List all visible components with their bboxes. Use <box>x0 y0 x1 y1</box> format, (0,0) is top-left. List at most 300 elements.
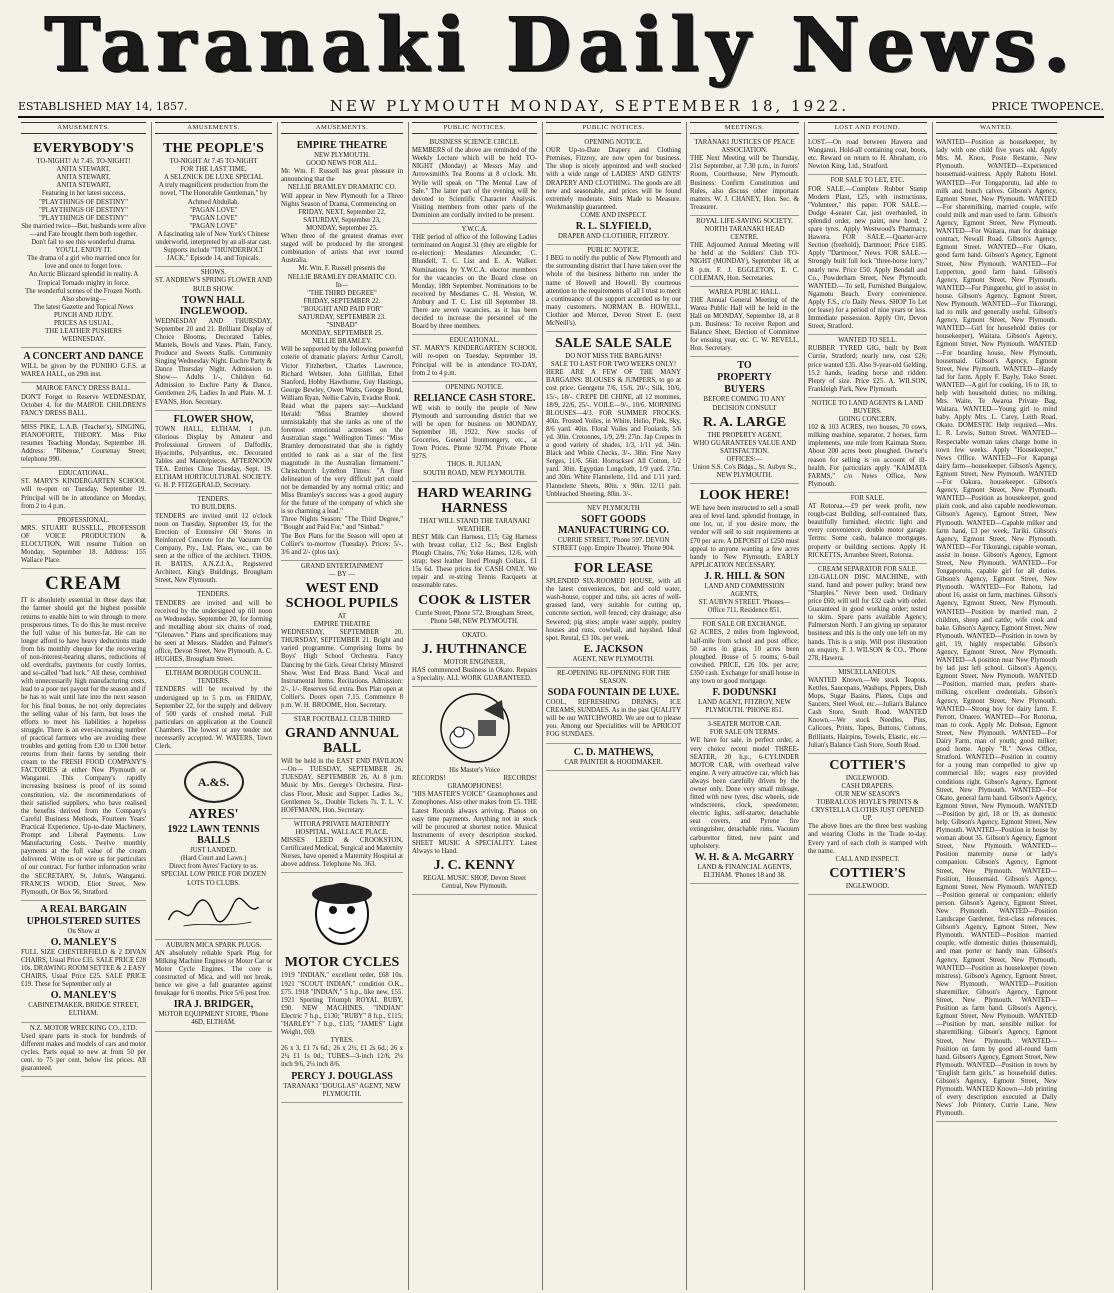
ad-line: REGAL MUSIC SHOP, Devon Street Central, New Plymouth. <box>422 875 527 891</box>
ad-subtitle: NEV PLYMOUTH <box>587 504 640 512</box>
ad-subtitle: INGLEWOOD. <box>845 882 890 890</box>
signature-graphic <box>161 892 266 932</box>
ad-line: A fascinating tale of New York's Chinese underworld, interpreted by an all-star cast. <box>155 230 272 247</box>
section-heading: OPENING NOTICE. <box>584 139 643 147</box>
masthead <box>18 2 1104 88</box>
ad-everybodys <box>21 137 146 348</box>
ad-body: WE have for sale, in perfect order, a very choice recent model THREE-SEATER, 20 h.p., 6-CYLINDER MOTOR CAR, with overhead valve engine. A very attractive car, which has always been carefully driven by the owner only. Done very small mileage, fitted with new tyres, disc wheels, side windscreens, clock, speedometer, electric lights, self-starter, detachable seat covers, and Pyrene fire extinguisher, detachable rims, Vacuum carburettor fitted, new paint and upholstery. <box>690 737 799 850</box>
records-row <box>412 775 537 783</box>
ad-line: The latest Gazette and Topical News <box>33 303 134 311</box>
ad-line: SATURDAY, SEPTEMBER 23. <box>298 313 386 321</box>
ad-body: BEST Milk Cart Harness, £15; Gig Harness with breast collar, £12 5s.; Best English Plough Chains, 7/6; Yoke Hames, 12/6, with strap; best leather lined Plough Collars, £1 15s 6d. These prices for CASH ONLY. We repair and re-string Tennis Racquets at reasonable rates. <box>412 533 537 590</box>
ad-line: CURRIE STREET, 'Phone 597. DEVON STREET (opp. Empire Theatre). 'Phone 904. <box>552 536 675 552</box>
ad-title: GRAND ANNUAL BALL <box>285 726 399 757</box>
ad-line: "THE THIRD DEGREE" <box>307 289 377 297</box>
ad-title: EMPIRE THEATRE <box>296 140 388 152</box>
ad-title: J. HUTHNANCE <box>421 641 527 657</box>
section-heading: WANTED TO SELL. <box>838 337 897 345</box>
ad-subtitle: RE-OPENING RE-OPENING FOR THE SEASON. <box>557 669 670 685</box>
issue-date: NEW PLYMOUTH MONDAY, SEPTEMBER 18, 1922. <box>329 97 849 115</box>
ad-line: "PLAYTHINGS OF DESTINY" <box>39 206 128 214</box>
ad-tenders-2 <box>155 589 272 668</box>
ad-title: J. R. HILL & SON <box>704 570 785 582</box>
column-8 <box>932 122 1060 1290</box>
ad-title: C. D. MATHEWS, <box>573 746 654 758</box>
column-heading: AMUSEMENTS. <box>155 122 272 134</box>
ad-title: SALE SALE SALE <box>555 336 672 352</box>
ad-maori-ball <box>21 383 146 421</box>
ad-subtitle: UPHOLSTERED SUITES <box>26 915 141 927</box>
ad-line: TO-NIGHT At 7.45 TO-NIGHT <box>169 158 258 166</box>
ad-witora <box>281 819 403 874</box>
ad-soft-goods <box>546 503 681 557</box>
ad-harness <box>412 482 537 630</box>
ad-body: ST. MARY'S KINDERGARTEN SCHOOL will re-open on Tuesday, September 19. Principal will be in attendance TO-DAY, from 2 to 4 p.m. <box>412 345 537 377</box>
ad-line: A truly magnificent production from the novel, "The Honorable Gentleman," by Achmed Abdullah. <box>158 182 269 206</box>
section-heading: MISCELLANEOUS. <box>838 668 897 676</box>
ad-line: On Show at <box>67 927 100 935</box>
ad-line: — BY — <box>328 570 356 578</box>
ad-line: ANITA STEWART, <box>56 182 111 190</box>
illustration-graphic <box>299 876 385 952</box>
ad-line: Also showing— <box>61 295 106 303</box>
ad-subtitle: DO NOT MISS THE BARGAINS! <box>565 353 662 361</box>
column-heading: MEETINGS. <box>690 122 799 134</box>
ad-title: BUYERS <box>724 384 765 396</box>
ad-body: 102 & 103 ACRES, two houses, 70 cows, milking machine, separator, 2 horses, farm implements, one mile from Kaimata Store. About 200 acres been ploughed. Owner's reason for selling is on account of ill-health. For particulars apply "KAIMATA FARMS," c/o News Office, New Plymouth. <box>808 424 927 488</box>
ad-title: NOTICE TO LAND AGENTS & LAND BUYERS. <box>811 399 924 415</box>
ad-body: MRS. STUART RUSSELL, PROFESSOR OF VOICE PRODUCTION & ELOCUTION, Will resume Tuition on Monday, September 18. Address: 155 Wallace Place. <box>21 524 146 565</box>
ad-warea-hall <box>690 287 799 358</box>
ad-title: ELTHAM BOROUGH COUNCIL. <box>165 670 262 678</box>
ad-body: FULL SIZE CHESTERFIELD & 2 DIVAN CHAIRS, Usual Price £35. SALE PRICE £28 10s. DRAWING ROOM SETTEE & 2 EASY CHAIRS, Usual Price £25. SALE PRICE £19. These for September only at <box>21 948 147 989</box>
column-5 <box>542 122 684 1290</box>
ad-title: E. JACKSON <box>583 643 644 655</box>
column-heading: AMUSEMENTS. <box>21 122 146 134</box>
section-heading: TENDERS. <box>197 496 230 504</box>
ad-body: Used spare parts in stock for hundreds of different makes and models of cars and motor cycles. Parts equal to new at from 50 per cent. to 75 per cent. below list prices. All guaranteed. <box>21 1032 146 1072</box>
ad-line: Union S.S. Co's Bldgs., St. Aubyn St., NEW PLYMOUTH. <box>692 464 797 480</box>
face-illustration-icon <box>281 875 403 953</box>
ad-title: COTTIER'S <box>829 865 906 881</box>
ad-line: The wonderful scenes of the Frozen North. <box>25 287 142 295</box>
ad-line: WHO GUARANTEES VALUE AND SATISFACTION. <box>692 439 797 455</box>
ad-subtitle: TO BUILDERS. <box>190 504 237 512</box>
ad-concert <box>21 348 146 383</box>
ad-huthnance <box>412 630 537 687</box>
ad-title: IRA J. BRIDGER, <box>173 999 254 1011</box>
section-heading: FOR SALE. <box>850 494 885 502</box>
ad-line: TOBRALCOS HOYLE'S PRINTS & CRYSTELLA CLOTHS JUST OPENED UP. <box>811 799 924 823</box>
ad-body: WE wish to notify the people of New Plymouth and surrounding district that we will be open for business on MONDAY, September 18, 1922. New stocks of Groceries, General Ironmongery, etc., at Town Prices. Phone 927M. Private Phone 927S. <box>412 404 537 461</box>
ad-justices <box>690 137 799 216</box>
ad-look-here <box>690 484 799 619</box>
ad-subtitle: THOS. R. JULIAN, <box>447 461 502 469</box>
ad-title: COOK & LISTER <box>418 592 531 608</box>
ad-body: WEDNESDAY AND THURSDAY, September 20 and 21. Brilliant Display of Choice Blooms, Decorated Tables, Mantels, Bowls and Vases. Plain, Fancy, Produce and Sweets Stalls. Community Singing Wednesday Night. Euchre Party & Dance Thursday Night. Admission to Show— Adults 1/-, Children 6d. Admission to Euchre Party & Dance, Gentlemen 2/6, Ladies In and Plate. M. J. EVANS, Hon. Secretary. <box>155 317 272 406</box>
section-heading: PUBLIC NOTICE. <box>587 247 640 255</box>
ad-line: NEW PLYMOUTH. <box>314 152 370 160</box>
ad-mathews <box>546 744 681 771</box>
ad-educational <box>412 335 537 381</box>
ad-line: FRIDAY, NEXT, September 22, <box>298 208 386 216</box>
column-2 <box>151 122 275 1290</box>
ad-title: WITORA PRIVATE MATERNITY HOSPITAL, WALLACE PLACE. <box>293 820 391 836</box>
ad-body: The above lines are the three best washing and wearing Cloths in the Trade to-day. Every yard of each cloth is stamped with the name. <box>808 823 927 855</box>
ad-manley <box>21 901 146 1023</box>
ad-line: Supports include "THUNDERBOLT JACK," Episode 14, and Topicals. <box>163 247 264 263</box>
ad-line: NELLIE BRAMLEY. <box>312 338 372 346</box>
ad-line: SATURDAY, September 23, <box>303 216 381 224</box>
ad-title: O. MANLEY'S <box>50 990 117 1002</box>
records-label: RECORDS! <box>412 775 446 783</box>
ad-line: ST. AUBYN STREET. 'Phones—Office 711, Residence 851. <box>698 599 791 615</box>
ad-line: "SINBAD" <box>326 322 358 330</box>
ad-title: BUSINESS SCIENCE CIRCLE. <box>429 139 520 147</box>
ad-wanted-list <box>936 137 1057 1122</box>
ad-title: PERCY J. DOUGLASS <box>291 1070 393 1082</box>
ad-line: OFFICES:— <box>726 455 763 463</box>
ad-body: IT is absolutely essential in these days that the farmer should get the highest possible returns to enable him to win through to more prosperous times. To do this he must receive the full value of his butter-fat. He can no longer afford to have heavy deductions made from his monthly cheque for the recovering of non-interest-bearing shares, reductions of old overdrafts, payments for costly lorries, and so-called "bad luck." All these, combined with unnecessarily high manufacturing costs, lead to a poor net payout for the season and if he has to wait until late into the next season for his final bonus, he not only depreciates the selling value of his farm, but loses the efforts to meet his liabilities a hopeless struggle. There is an ever-increasing number of practical farmers who are avoiding these troubles and getting from £30 to £300 better returns from their farms by sending their cream to the FRESH FOOD COMPANY'S FACTORIES at either New Plymouth or Wanganui. This Company's rapidly increasing business is proof of its sound constitution, viz. the recommendations of their satisfied suppliers, who have realised the benefits derived from the Company's Careful Business Methods, Fourteen Years' Practical Experience, Up-to-date Machinery, Prompt and Liberal Payments. Low Manufacturing Costs. Twelve monthly payments at the full value of the cream delivered. Write us or wire us for particulars of our contract. For further information write the SECRETARY, St. John's, Wanganui. FRANCIS WOOD, Eliot Street, New Plymouth, Or Box 56, Stratford. <box>21 597 146 896</box>
ad-body: WEDNESDAY, SEPTEMBER 20, THURSDAY, SEPTEMBER 21. Bright and varied programme. Comprising Items by Boys' High School Orchestra. Fancy Dancing by the Girls. Great Christy Minstrel Show. West End Brass Band. Vocal and Instrumental Items. Recitations. Admission: 2/-, 1/-. Reserves 6d. extra. Box Plan open at Collier's. Doors open 7.15. Commence 8 p.m. W. H. BROOME, Hon. Secretary. <box>281 629 403 709</box>
ad-title: MOTOR CYCLES <box>284 955 400 971</box>
ad-lost <box>808 137 927 175</box>
ad-body: MEMBERS of the above are reminded of the Weekly Lecture which will be held TO-NIGHT (Monday) at Messrs May and Arrowsmith's Tea Rooms at 8 o'clock. Mr. Wylie will speak on "The Mental Law of Sale." The latter part of the evening will be devoted to Scientific Character Analysis. Visiting members from other parts of the Dominion are cordially invited to be present. <box>412 147 537 219</box>
ad-line: She married twice—But, husbands were alive—and Fate brought them both together. <box>21 222 146 238</box>
ad-subtitle: STAR FOOTBALL CLUB THIRD <box>294 716 390 724</box>
ad-line: Mr. Wm. F. Russell presents the <box>298 265 386 273</box>
ad-line: THE LEATHER PUSHERS <box>45 328 122 336</box>
ad-line: CAR PAINTER & HOODMAKER. <box>564 758 663 766</box>
ad-line: When three of the greatest dramas ever staged will be produced by the strongest combination of artists that ever toured Australia. <box>281 233 403 265</box>
ad-line: DRAPER AND CLOTHIER, FITZROY. <box>557 233 670 241</box>
ad-subtitle: THAT WILL STAND THE TARANAKI WEATHER. <box>419 517 530 533</box>
established-text: ESTABLISHED MAY 14, 1857. <box>18 99 188 113</box>
ad-title: MAIROE FANCY DRESS BALL. <box>36 385 131 393</box>
ad-line: MOTOR EQUIPMENT STORE, 'Phone 46D, ELTHAM. <box>158 1011 269 1027</box>
ad-body: "HIS MASTER'S VOICE" Gramophones and Zonophones. Also other makes from £5. THE Latest Records always arriving. Pianos on easy time payments. Anything not in stock will be procured at shortest notice. Musical Instruments of every description stocked. SHEET MUSIC A SPECIALITY. Latest Always to Hand. <box>412 791 537 855</box>
ad-football-ball <box>281 714 403 819</box>
ad-line: ANITA STEWART, <box>56 174 111 182</box>
ad-line: MONDAY, SEPTEMBER 25. <box>301 330 383 338</box>
ad-line: WEDNESDAY. <box>61 336 106 344</box>
section-heading: FOR SALE TO LET, ETC. <box>830 177 905 185</box>
ad-line: Will be supported by the following powerful coterie of dramatic players: Arthur Carroll, Victor Fitzherbert, Charles Lawrence, Richard Webster, John Gilfillan, Ethel Stanford, Hobby Hawthorne, Guy Hastings, George Bewley, Owen Watts, George Bond, William Ryan, Nellie Calvin, Evadne Rook. <box>281 346 403 402</box>
ad-howell <box>546 245 681 332</box>
ad-body: TENDERS are invited until 12 o'clock noon on Tuesday, September 19, for the Erection of Extensive Oil Stores in Reinforced Concrete for the Vacuum Oil Company, Pty., Ltd. Plans, etc., can be seen at the office of the architect. THOS. H. BATES, A.N.Z.I.A., Registered Architect, King's Buildings, Brougham Street, New Plymouth. <box>155 512 272 585</box>
column-heading: PUBLIC NOTICES. <box>412 122 537 134</box>
ad-title: A CONCERT AND DANCE <box>23 351 144 363</box>
ad-body: 1919 "INDIAN," excellent order, £68 10s. 1921 "SCOUT INDIAN," condition O.K., £75. 1918 "INDIAN," 5 h.p., like new, £55. 1921 Sporting Triumph ROYAL RUBY, £90. NEW MACHINES. "INDIAN" Electric 7 h.p., £130; "RUBY" 8 h.p., £115; "HARLEY" 7 h.p., £135; "JAMES" Light Weight, £69. <box>281 972 403 1037</box>
ad-line: (Hard Court and Lawn.) <box>180 855 247 863</box>
ad-rotorua <box>808 493 927 564</box>
column-3 <box>277 122 406 1290</box>
ad-title: SOFT GOODS MANUFACTURING CO. <box>558 513 669 536</box>
ad-body: AN absolutely reliable Spark Plug for Milking Machine Engines or Motor Car or Motor Cycle Engines. The core is constructed of Mica, and will not break, hence we give a full guarantee against breakage for 6 months. Price 5/6 post free. <box>155 949 272 998</box>
ad-title: LOOK HERE! <box>699 488 790 504</box>
ad-title: TOWN HALL INGLEWOOD. <box>179 294 248 317</box>
ad-title: HARD WEARING HARNESS <box>417 485 532 516</box>
ad-line: CABINETMAKER, BRIDGE STREET, ELTHAM. <box>28 1002 139 1018</box>
ad-line: Don't fail to see this wonderful drama. <box>31 239 136 247</box>
ad-title: AUBURN MICA SPARK PLUGS. <box>165 941 262 949</box>
ad-body: WANTED Known.—We stock Teapots, Kettles, Saucepans, Washups, Pippers, Dish Mops, Sugar Basins, Plates, Cups and Saucers, Steel Wool, etc.—Julian's Balance Cash Store, South Road. WANTED Known.—We stock Needles, Pins, Calicoes, Prints, Tapes, Buttons, Cottons, Brilliants, Hairpins, Towels, Elastic, etc.—Julian's Balance Cash Store, South Road. <box>808 676 928 749</box>
ad-title: SODA FOUNTAIN DE LUXE. <box>547 687 680 699</box>
ad-body: WILL be given by the PUNIHO G.F.S. at WAREA HALL, on 29th inst. <box>21 363 146 379</box>
ad-title: FLOWER SHOW, <box>173 413 254 425</box>
ad-body: MISSES LEED & CROOKSTON, Certificated Medical, Surgical and Maternity Nurses, have opened a Maternity Hospital at above address. Telephone No. 363. <box>281 837 403 869</box>
ad-line: LAND & FINANCIAL AGENTS, ELTHAM. 'Phones 18 and 38. <box>697 863 792 879</box>
ad-subtitle: 1922 LAWN TENNIS BALLS <box>167 824 260 847</box>
ad-line: YOU'LL ENJOY IT. <box>55 247 112 255</box>
ad-subtitle: TENDERS. <box>197 678 230 686</box>
ad-body: FOR SALE.—Complete Rubber Stamp Modern Plant, £25, with instructions, "Volunteer," this paper. FOR SALE.—Dodge 4-seater Car, just overhauled, in splendid order, new paint, new hood, 2 spare tyres. Apply Westwood's Pharmacy, Hawera. FOR SALE.—Quarter-acre Section (freehold), Dartmoor; Price £185. Apply "Dartmoor," News. FOR SALE.—Strongly built full lock "three-horse lorry," nearly new. Price £50. Apply Bendall and Co., Powderham Street, New Plymouth. WANTED.—To sell, Furnished Bungalow, Ngamotu Beach. Every convenience. Apply F.S., c/o Daily News. SHOP To Let (or lease) for a period of nine years or less. Immediate possession. Apply Orr, Devon Street, Stratford. <box>808 185 927 331</box>
ad-science-circle <box>412 137 537 224</box>
ad-line: Currie Street, Phone 572. Brougham Street, Phone 548, NEW PLYMOUTH. <box>415 609 534 625</box>
ad-subtitle: NORTH TARANAKI HEAD CENTRE. <box>704 226 785 242</box>
ad-title: CREAM <box>45 573 122 595</box>
ad-title: AYRES' <box>188 807 239 823</box>
ad-line: AGENT, NEW PLYMOUTH. <box>572 655 655 663</box>
ad-body: 62 ACRES, 2 miles from Inglewood, half-mile from school and post office; 50 acres in grass, 10 acres been ploughed. House of 5 rooms, 6-bail cowshed. PRICE, £26 10s. per acre; £350 cash. Exchange for small house in any town or good mortgage. <box>690 629 799 685</box>
ad-line: "PAGAN LOVE" <box>189 206 238 214</box>
ad-subtitle: FOR SALE ON TERMS. <box>709 729 780 737</box>
ad-for-lease <box>546 557 681 668</box>
ad-title: O. MANLEY'S <box>50 936 117 948</box>
records-label: RECORDS! <box>503 775 537 783</box>
ad-motorcycles <box>281 873 403 1102</box>
ad-soda-fountain <box>546 668 681 744</box>
ad-line: CALL AND INSPECT. <box>835 855 900 863</box>
ad-title: F. DODUNSKI <box>712 687 777 699</box>
columns <box>18 122 1104 1290</box>
ad-subtitle: THE PROPERTY AGENT, <box>707 431 782 439</box>
ad-west-end <box>281 561 403 714</box>
ad-eltham-council <box>155 668 272 755</box>
ad-land-agents <box>808 398 927 493</box>
ad-line: AT <box>337 612 347 620</box>
ad-line: ANITA STEWART, <box>56 166 111 174</box>
ad-body: LOST.—On road between Hawera and Wanganui, Hold-all containing coat, boots, etc. Reward on return to H. Abraham, c/o Newton King, Ltd., Stratford. <box>808 139 927 171</box>
ad-line: Mr. Wm. F. Russell has great pleasure in announcing that the <box>281 168 403 184</box>
section-heading: OPENING NOTICE. <box>445 383 504 391</box>
ad-body: WANTED—Position as housekeeper, by lady with one child five years old. Apply Mrs. M. Knox, Poste Restante, New Plymouth. WANTED—Experienced housemaid-waitress. Apply Rahotu Hotel. WANTED—For Tongaporutu, lad able to milk and bunch calves. Gibson's Agency, Egmont Street, New Plymouth. WANTED—For sharemilking, married couple, wife could milk and man used to farm. Gibson's Agency, Egmont Street, New Plymouth. WANTED—For Waitara, man for drainage contract, Newall Road. Gibson's Agency, Egmont Street. WANTED—For Okato, good farm hand. Gibson's Agency, Egmont Street, New Plymouth. WANTED—For Lepperton, good farm hand. Gibson's Agency, Egmont Street, New Plymouth. WANTED—For Pungarehu, girl to assist in house. Gibson's Agency, Egmont Street, New Plymouth. WANTED—For Tikorangi, lad to milk and generally useful. Gibson's Agency, Egmont Street, New Plymouth. WANTED—Girl for household duties (or housekeeper), Waitara. Gibson's Agency, Egmont Street, New Plymouth. WANTED—For boarding house, New Plymouth, housemaid. Gibson's Agency, Egmont Street, New Plymouth. WANTED—Handy lad for farm. Apply F. Bayly, Toko Street. WANTED—A girl for cooking, 16 to 18, to help with household duties; no milking. Mrs. Waite, Te Awaroa Private Bag, Waitara. WANTED—Young girl to mind baby. Apply Mrs. L. Carey, Leith Road, Okato. DOMESTIC Help required.—Mrs. L. R. Lewis, Sutton Street. WANTED—Respectable woman takes charge home in town few weeks. Apply "Housekeeper," News Office. WANTED—For Kapanga dairy farm—housekeeper. Gibson's Agency, Egmont Street, New Plymouth. WANTED—For Oakura, housekeeper. Gibson's Agency, Egmont Street, New Plymouth. WANTED—Position as housekeeper, good plain cook, and also capable needlewoman. Gibson's Agency, Egmont Street, New Plymouth. WANTED—Capable milker and farm hand, £3 per week, Tariki. Gibson's Agency, Egmont Street, New Plymouth. WANTED—For Tikorangi, capable woman, assist in house. Gibson's Agency, Egmont Street, New Plymouth. WANTED—For Tongaporutu, capable girl for all duties. Gibson's Agency, Egmont Street, New Plymouth. WANTED—For Rahotu, lad about 16, assist on farm, machines. Gibson's Agency, Egmont Street, New Plymouth. WANTED—Position by married man, 2 children, sheep and cattle; wife cook and bake. Gibson's Agency, Egmont Street, New Plymouth. WANTED—Position in town by girl, 19, highly respectable. Gibson's Agency, Egmont Street, New Plymouth. WANTED—A position near New Plymouth by lad just left school. Gibson's Agency, Egmont Street, New Plymouth. WANTED—Position, married man, prefers share-milking, excellent credentials. Gibson's Agency, Egmont Street, New Plymouth. WANTED—Strong boy for dairy farm. F. Perrott, Onaero. WANTED—For Rotorua, man to cook. Apply Mr. Dobson, Egmont Street, New Plymouth. WANTED—For Dairy Farm, man of youth; good milker; good home. Apply "R." News Office, Stratford. WANTED—Position in country for a young man compelled to give up commercial life; wages easy provided conditions right. Gibson's Agency, Egmont Street, New Plymouth. WANTED—For Okato, general farm hand. Gibson's Agency, Egmont Street, New Plymouth. WANTED—Position by girl, 18 or 19, as domestic help. Gibson's Agency, Egmont Street, New Plymouth. WANTED—Position in house by woman about 35. Gibson's Agency, Egmont Street, New Plymouth. WANTED—Position maternity nurse or lady's companion. Gibson's Agency, Egmont Street, New Plymouth. WANTED—Position, Housemaid. Gibson's Agency, Egmont Street, New Plymouth. WANTED—Position general or companion; elderly person. Gibson's Agency, Egmont Street, New Plymouth. WANTED—Position Landscape Gardener, first-class references. Gibson's Agency, Egmont Street, New Plymouth. WANTED—Position married couple, wife domestic duties (housemaid), and man porter or handy man. Gibson's Agency, Egmont Street, New Plymouth. WANTED—Position as housekeeper (town mistress). Gibson's Agency, Egmont Street, New Plymouth. WANTED—Position sharemilker. Gibson's Agency, Egmont Street, New Plymouth. WANTED—Position as farm hand. Gibson's Agency, Egmont Street, New Plymouth. WANTED—Position by man, sensible milker for sharemilking. Gibson's Agency, Egmont Street, New Plymouth. WANTED—Position on farm by good all-round farm hand. Gibson's Agency, Egmont Street, New Plymouth. WANTED—Position in town by "English farm girls," as household duties. Gibson's Agency, Egmont Street, New Plymouth. WANTED Known—Job printing of every description executed at Daily News' Job Printery, Currie Lane, New Plymouth. <box>936 139 1057 1118</box>
ad-line: Three Nights Season: "The Third Degree," "Bought and Paid For," and "Sinbad." <box>281 516 403 532</box>
ad-line: FOR THE LAST TIME, <box>180 166 247 174</box>
ad-line: OKATO. <box>462 631 487 639</box>
ad-line: TO-NIGHT! At 7.45. TO-NIGHT! <box>36 158 131 166</box>
ad-subtitle: TENDERS. <box>197 591 230 599</box>
ad-pike <box>21 422 146 468</box>
ad-body: DON'T Forget to Reserve WEDNESDAY, October 4, for the MAIROE CHILDREN'S FANCY DRESS BALL. <box>21 393 146 417</box>
ad-body: THE Annual General Meeting of the Warea Public Hall will be held in the Hall on MONDAY, September 18, at 8 p.m. Business: To receive Report and Balance Sheet, Election of Committee for ensuing year, etc. C. W. REVELL, Hon. Secretary. <box>690 296 799 353</box>
ad-line: PRICES AS USUAL. <box>53 319 114 327</box>
ad-title: W. H. & A. McGARRY <box>694 851 795 863</box>
column-heading: PUBLIC NOTICES. <box>546 122 681 134</box>
ad-line: The Box Plans for the Season will open at Collier's to-morrow (Tuesday). Prices: 5/-, 3/6 and 2/- (plus tax). <box>281 532 403 556</box>
column-heading: WANTED. <box>936 122 1057 134</box>
ad-title: RELIANCE CASH STORE. <box>413 392 536 404</box>
ad-line: Read what the papers say:—Auckland Herald: "Miss Bramley showed unmistakably that she ranks as one of the foremost emotional actresses on the Australian stage." Wellington Times: "Miss Bramley demonstrated that she is rightly entitled to rank as a star of the first magnitude in the Australian firmament." Christchurch Lyttelton Times: "A finer delineation of the very difficult part could not be demanded by any normal critic; and Miss Bramley's success was a good augury for the future of the company of which she is so charming a lead." <box>281 403 403 516</box>
ad-subtitle: GRAND ENTERTAINMENT <box>300 562 384 570</box>
ad-line: SALE TO LAST FOR TWO WEEKS ONLY! <box>550 361 677 369</box>
ad-body: TOWN HALL, ELTHAM, 1 p.m. Glorious Display by Amateur and Professional Growers of Daffodils, Hyacinths, Polyanthus, etc. Decorated Tables and Mantelpieces. AFTERNOON TEA. Entries Close Tuesday, Sept. 19. ELTHAM HORTICULTURAL SOCIETY. G. H. P. FITZGERALD, Secretary. <box>155 425 272 490</box>
ad-subtitle: LAND AND COMMISSION AGENTS, <box>704 582 785 599</box>
gramophone-dog-icon <box>412 689 537 767</box>
ad-title: TARANAKI JUSTICES OF PEACE ASSOCIATION. <box>694 139 795 155</box>
ad-body: TENDERS are invited and will be received by the undersigned up till noon on Wednesday, September 20, for forming and metalling about six chains of road, "Glenaven." Plans and specifications may be seen at Messrs. Sladden and Palmer's office, Devon Street, New Plymouth. A. C. HUGHES, Brougham Street. <box>155 599 272 664</box>
ad-title: FOR SALE OR EXCHANGE. <box>702 621 787 629</box>
ad-title: Y.W.C.A. <box>461 226 488 234</box>
ad-educational <box>21 468 146 514</box>
ad-line: BEFORE COMING TO ANY DECISION CONSULT <box>703 396 786 412</box>
ad-line: FRIDAY, SEPTEMBER 22. <box>303 297 381 305</box>
ad-body: Will be held in the EAST END PAVILION —On— TUESDAY, SEPTEMBER 26, TUESDAY, SEPTEMBER 26, At 8 p.m. Music by Mrs. George's Orchestra. First-class Floor, Music and Supper. Ladies 3s., Gentlemen 5s., Double Tickets 7s. T. L. V. HOFFMANN, Hon. Secretary. <box>281 758 403 814</box>
section-heading: PROFESSIONAL. <box>57 516 110 524</box>
column-heading: LOST AND FOUND. <box>808 122 927 134</box>
ad-body: OUR Up-to-Date Drapery and Clothing Premises, Fitzroy, are now open for business. The shop is nicely appointed and well stocked with a wide range of LADIES' AND GENTS' DRAPERY AND CLOTHING. The goods are all new and seasonable, and prices will be found extremely moderate. Suits Made to Measure. Workmanship guaranteed. <box>546 147 681 211</box>
ad-line: MONDAY, September 25. <box>306 224 378 232</box>
ad-title: A REAL BARGAIN <box>40 903 127 915</box>
section-heading: SHOWS. <box>200 269 227 277</box>
column-heading: AMUSEMENTS. <box>281 122 403 134</box>
ad-line: TARANAKI "DOUGLAS" AGENT, NEW PLYMOUTH. <box>283 1082 401 1098</box>
ad-title: R. A. LARGE <box>702 414 787 430</box>
ad-body: WE have been instructed to sell a small area of level land, splendid frontage, in one lot, or, if you desire more, the vendor will sell to suit requirements at £70 per acre. A DEPOSIT of £250 must appeal to anyone wanting a few acres handy to New Plymouth. EARLY APPLICATION NECESSARY. <box>690 505 799 569</box>
ad-miscellaneous <box>808 667 927 754</box>
ad-line: "PAGAN LOVE" <box>189 222 238 230</box>
ad-subtitle: GOING CONCERN. <box>838 416 897 424</box>
ad-subtitle: GRAMOPHONES! <box>447 783 502 791</box>
ad-line: NELLIE BRAMLEY DRAMATIC CO. <box>287 184 397 192</box>
ad-line: Direct from Ayres' Factory to us. <box>169 863 258 871</box>
newspaper-title: Taranaki Daily News. <box>44 2 1078 88</box>
ad-motor-wrecking <box>21 1023 146 1078</box>
ad-body: MISS PIKE, L.A.B. (Teacher's), SINGING, PIANOFORTE, THEORY. Miss Pike resumes Teaching Monday, September 18. Address: "Ribenue," Courtenay Street; telephone 990. <box>21 423 146 464</box>
ad-title: WEST END SCHOOL PUPILS <box>285 580 399 611</box>
ad-flower-show <box>155 411 272 495</box>
ad-line: COME AND INSPECT. <box>580 211 647 219</box>
ad-reliance <box>412 382 537 482</box>
ad-ayres <box>155 755 272 939</box>
ad-sale <box>546 332 681 503</box>
ad-line: JUST LANDED. <box>190 847 237 855</box>
ad-body: THE Adjourned Annual Meeting will be held at the Soldiers' Club TO-NIGHT (MONDAY), September 18, at 8 p.m. F. J. EGGLETON, E. C. COLEMAN, Hon. Secretaries. <box>690 242 799 282</box>
price-text: PRICE TWOPENCE. <box>991 99 1104 113</box>
section-heading: EDUCATIONAL. <box>449 337 500 345</box>
ad-slyfield <box>546 137 681 245</box>
ayres-logo-icon: A.&S. <box>184 761 244 803</box>
ad-body: SPLENDID SIX-ROOMED HOUSE, with all the latest conveniences, hot and cold water, wash-house, copper and tubs, six acres of well-grassed land, very suitable for cutting up, concrete section, well fenced; city drainage; also Sewered; pig sties; ample water supply, poultry houses and runs, cowbail, and hayshed. Ideal spot. Rental, £3 10s. per week. <box>546 578 681 642</box>
ad-wanted-sell <box>808 335 927 398</box>
ad-royal-life-saving <box>690 216 799 287</box>
ad-line: PUNCH AND JUDY. <box>54 311 113 319</box>
ad-empire <box>281 137 403 561</box>
ad-body: HERE ARE A FEW OF THE MANY BARGAINS: BLOUSES & JUMPERS, to go at cost price: Georgette 7/6, 15/6, 20/-; Silk, 10/6, 15/-, 18/-. CREPE DE CHINE, all 12 mommes, 18/9, 22/6, 25/-. VOILE—9/-, 10/6. MORNING BLOUSES—4/3. FOR SUMMER FROCKS. 40in. Frosted Voiles, in White, Helio, Pink, Sky, 8/6 yard. 40in. Floral Voiles and Foulards, 5/6 yd. 30in. Cretonnes, 1/9, 2/9. 27in. Jap Crepes in a good variety of shades, 1/3, 1/11 yd. 34in. Black and White Checks, 3/-. 38in. Fine Navy Serges, 11/6. 56in. Horrockses' All Cotton, 1/2 yard. 30in. Egyptian Longcloth, 1/9 yard. 27in. and 30in. White Flannelette, 11d. and 1/11 yard. Flannelette Sheets, 80in. x 90in. 12/11 pair. Unbleached Sheeting, 80in. 3/-. <box>546 369 681 498</box>
ad-title: N.Z. MOTOR WRECKING CO., LTD. <box>29 1024 138 1032</box>
ad-line: OUR NEW SEASON'S <box>835 790 900 798</box>
ad-line: SOUTH ROAD, NEW PLYMOUTH. <box>423 469 526 477</box>
section-heading: EDUCATIONAL. <box>58 470 109 478</box>
ad-body: I BEG to notify the public of New Plymouth and the surrounding district that I have taken over the whole of the business hitherto run under the name of Howell and Howell. By courteous attention to the requirements of all I trust to merit a continuance of the support accorded us by our many customers. NORMAN B. HOWELL, Clothier and Mercer, Devon Street E. (next McNeill's). <box>546 255 681 327</box>
column-4 <box>408 122 540 1290</box>
ad-subtitle: INGLEWOOD. <box>845 774 890 782</box>
ad-title: PROPERTY <box>717 372 772 384</box>
ad-body: RUBBER TYRED GIG, built by Brett Currie, Stratford; nearly new, cost £26; price wanted £35. Also 9-year-old Gelding, 15.2 hands, leading horse and ridden. Plenty of size. Price £25. A. WILSON, Frankleigh Park, New Plymouth. <box>808 345 927 393</box>
ad-line: "PLAYTHINGS OF DESTINY" <box>39 214 128 222</box>
ad-title: WAREA PUBLIC HALL. <box>708 288 781 296</box>
ad-professional <box>21 515 146 570</box>
illustration-graphic <box>432 690 518 766</box>
ad-line: ST. ANDREW'S SPRING FLOWER AND BULB SHOW. <box>155 277 272 293</box>
ad-line: An Arctic Blizzard splendid in reality. A Tropical Tornado mighty in force. <box>28 271 139 287</box>
ad-subtitle: MOTOR ENGINEER, <box>443 658 506 666</box>
ad-body: THE period of office of the following Ladies terminated on August 31 (they are eligible for re-election): Mesdames Alexander, C. Blundell, T. C. List and E. A. Walker. Nominations by Y.W.C.A. elector members for the vacancies on the Board close on Monday, 18th September. Nominations to be received by Mesdames C. H. Weston, W. Ambury and T. C. List till September 18. There are seven vacancies, as it has been decided to increase the personnel of the Board by three members. <box>412 234 537 331</box>
ad-title: ROYAL LIFE-SAVING SOCIETY. <box>696 217 793 225</box>
ad-line: A SELZNICK DE LUXE SPECIAL <box>164 174 263 182</box>
ad-title: R. L. SLYFIELD, <box>575 221 652 233</box>
ad-auburn <box>155 940 272 1032</box>
ad-separator <box>808 564 927 667</box>
ad-line: Will appear in New Plymouth for a Three Nights Season of Drama, Commencing on <box>281 192 403 208</box>
signature-icon <box>161 892 266 932</box>
ad-body: 120-GALLON DISC MACHINE, with stand, hand and power pulley; brand new "Sharples." Never been used. Ordinary price £60; will sell for £32 cash with order. Guaranteed in good working order; tested to skim. Spare parts available Agency, Palmerston North. I am giving up separator business and this is the only one left on my hands. This is a snip. Will post illustration on enquiry. F. J. WILSON & CO., 'Phone 278, Hawera. <box>808 573 927 662</box>
ad-title: 3-SEATER MOTOR CAR. <box>707 721 782 729</box>
ad-body: TENDERS will be received by the undersigned up to 5 p.m. on FRIDAY, September 22, for the supply and delivery of 500 yards of crushed metal. Full particulars on application at the Council Chambers. The lowest or any tender not necessarily accepted. W. WATERS, Town Clerk. <box>155 686 272 751</box>
ad-body: AT Rotorua.—£9 per week profit, new rough-cast Building, self-contained flats, beautifully furnished, electric light and every convenience, double motor garage. Terms: Some cash, balance mortgages, property or building sections. Apply H. RICKETTS, Arranbee Street, Rotorua. <box>808 503 927 559</box>
hmv-label: His Master's Voice <box>449 767 500 775</box>
column-7 <box>804 122 930 1290</box>
ad-title: EVERYBODY'S <box>33 141 134 157</box>
ad-line: LAND AGENT, FITZROY, NEW PLYMOUTH. 'PHONE 851. <box>698 699 791 715</box>
ad-cottiers <box>808 754 927 895</box>
ad-line: In— <box>335 281 349 289</box>
ad-line: NELLIE BRAMLEY DRAMATIC CO. <box>287 273 397 281</box>
ad-line: Featuring in her latest success, <box>41 190 126 198</box>
ad-hmv <box>412 687 537 895</box>
ad-property-buyers <box>690 357 799 484</box>
ad-body: ST. MARY'S KINDERGARTEN SCHOOL will re-open on Tuesday, September 19. Principal will be in attendance on Monday, from 2 to 4 p.m. <box>21 478 146 510</box>
ad-motor-car <box>690 719 799 884</box>
ad-line: CASH DRAPERS. <box>841 782 894 790</box>
ad-subtitle: TYRES. <box>330 1037 354 1045</box>
ad-line: GOOD NEWS FOR ALL. <box>306 160 378 168</box>
dateline-bar <box>18 98 1104 118</box>
ad-body: 26 x 3, £1 7s 6d.; 26 x 2½, £1 2s 6d.; 26 x 2¼ £1 1s 0d.; TUBES—3-inch 12/6, 2¼ inch 9/6, 2¼ inch 8/6. <box>281 1045 403 1069</box>
ad-title: COTTIER'S <box>829 757 906 773</box>
ad-for-sale-let <box>808 175 927 335</box>
ad-title: J. C. KENNY <box>433 858 516 874</box>
ad-line: EMPIRE THEATRE <box>313 621 371 629</box>
ad-sale-exchange <box>690 619 799 719</box>
ad-line: "PAGAN LOVE" <box>189 214 238 222</box>
ad-line: SPECIAL LOW PRICE FOR DOZEN LOTS TO CLUBS. <box>161 871 266 887</box>
ad-body: THE Next Meeting will be Thursday, 21st September, at 7.30 p.m., in Jurors' Room, Courthouse, New Plymouth. Business: Confirm Constitution and Rules, also discuss other important matters. W. J. CHANEY, Hon. Sec. & Treasurer. <box>690 155 799 211</box>
ad-ywca <box>412 224 537 335</box>
ad-tenders <box>155 494 272 589</box>
ad-line: "BOUGHT AND PAID FOR" <box>301 305 383 313</box>
ad-peoples <box>155 137 272 267</box>
ad-title: FOR LEASE <box>574 561 653 577</box>
ad-title: THE PEOPLE'S <box>163 141 264 157</box>
ad-title: CREAM SEPARATOR FOR SALE. <box>817 565 918 573</box>
ad-title: TO <box>737 360 752 372</box>
ad-line: "PLAYTHINGS OF DESTINY" <box>39 198 128 206</box>
ad-body: COOL, REFRESHING DRINKS, ICE CREAMS, SUNDAES. As in the past QUALITY will be our WATCHWORD. We are out to please you. Among our Specialities will be APRICOT FOG SUNDAES. <box>546 699 681 739</box>
column-1 <box>18 122 149 1290</box>
ad-shows <box>155 267 272 410</box>
ad-cream <box>21 569 146 900</box>
